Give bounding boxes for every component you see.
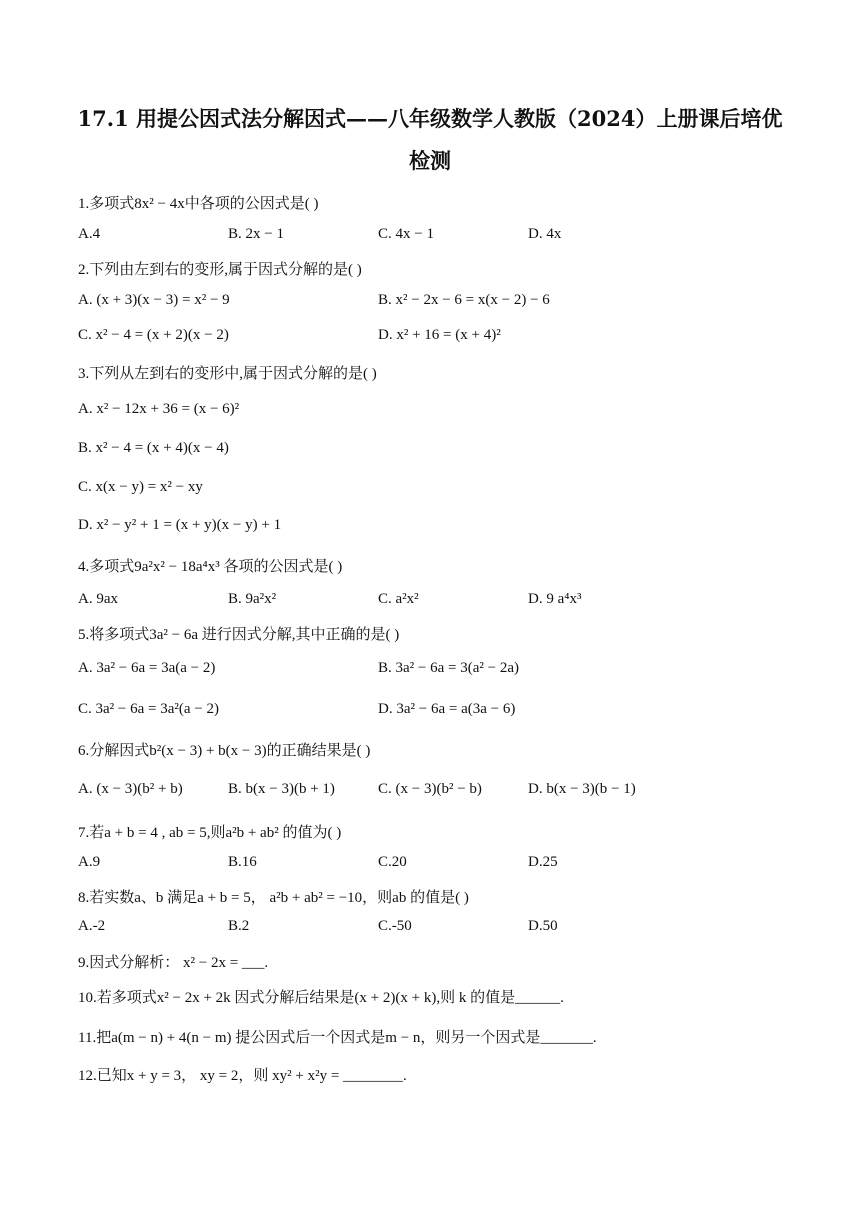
q2-option-d: D. x² + 16 = (x + 4)²	[378, 327, 501, 343]
q8-option-a: A.-2	[78, 918, 106, 934]
q5-option-c: C. 3a² − 6a = 3a²(a − 2)	[78, 701, 219, 717]
q6-option-b: B. b(x − 3)(b + 1)	[228, 781, 335, 797]
q8-option-b: B.2	[228, 918, 250, 934]
q7-option-a: A.9	[78, 854, 101, 870]
worksheet-title-continued: 检测	[409, 148, 451, 173]
q4-option-b: B. 9a²x²	[228, 591, 277, 607]
q4-option-c: C. a²x²	[378, 591, 419, 607]
q5-option-a: A. 3a² − 6a = 3a(a − 2)	[78, 660, 216, 676]
q2-option-b: B. x² − 2x − 6 = x(x − 2) − 6	[378, 292, 550, 308]
q7-option-c: C.20	[378, 854, 407, 870]
q6-option-c: C. (x − 3)(b² − b)	[378, 781, 482, 797]
question-5: 5.将多项式3a² − 6a 进行因式分解,其中正确的是( )	[78, 627, 400, 643]
question-9: 9.因式分解析： x² − 2x = ___.	[78, 955, 269, 971]
q6-option-a: A. (x − 3)(b² + b)	[78, 781, 183, 797]
question-8: 8.若实数a、b 满足a + b = 5， a²b + ab² = −10，则ab 的值是( )	[78, 890, 469, 906]
q4-option-a: A. 9ax	[78, 591, 118, 607]
q8-option-c: C.-50	[378, 918, 412, 934]
question-11: 11.把a(m − n) + 4(n − m) 提公因式后一个因式是m − n，则另一个因式是_______.	[78, 1030, 597, 1046]
q5-option-d: D. 3a² − 6a = a(3a − 6)	[378, 701, 516, 717]
question-3: 3.下列从左到右的变形中,属于因式分解的是( )	[78, 366, 377, 382]
question-7: 7.若a + b = 4 , ab = 5,则a²b + ab² 的值为( )	[78, 825, 342, 841]
q1-option-d: D. 4x	[528, 226, 562, 242]
question-1: 1.多项式8x² − 4x中各项的公因式是( )	[78, 196, 319, 212]
q6-option-d: D. b(x − 3)(b − 1)	[528, 781, 636, 797]
q5-option-b: B. 3a² − 6a = 3(a² − 2a)	[378, 660, 519, 676]
q1-option-a: A.4	[78, 226, 101, 242]
question-2: 2.下列由左到右的变形,属于因式分解的是( )	[78, 262, 362, 278]
q7-option-d: D.25	[528, 854, 558, 870]
q1-option-b: B. 2x − 1	[228, 226, 284, 242]
q3-option-c: C. x(x − y) = x² − xy	[78, 479, 203, 495]
question-10: 10.若多项式x² − 2x + 2k 因式分解后结果是(x + 2)(x + k),则 k 的值是______.	[78, 990, 564, 1006]
question-4: 4.多项式9a²x² − 18a⁴x³ 各项的公因式是( )	[78, 559, 343, 575]
q2-option-c: C. x² − 4 = (x + 2)(x − 2)	[78, 327, 229, 343]
q3-option-d: D. x² − y² + 1 = (x + y)(x − y) + 1	[78, 517, 282, 533]
q7-option-b: B.16	[228, 854, 257, 870]
q3-option-a: A. x² − 12x + 36 = (x − 6)²	[78, 401, 240, 417]
q8-option-d: D.50	[528, 918, 558, 934]
worksheet-title: 17.1 用提公因式法分解因式——八年级数学人教版（2024）上册课后培优	[77, 106, 783, 131]
q4-option-d: D. 9 a⁴x³	[528, 591, 582, 607]
q1-option-c: C. 4x − 1	[378, 226, 434, 242]
question-6: 6.分解因式b²(x − 3) + b(x − 3)的正确结果是( )	[78, 743, 371, 759]
question-12: 12.已知x + y = 3， xy = 2，则 xy² + x²y = ________.	[78, 1068, 407, 1084]
q2-option-a: A. (x + 3)(x − 3) = x² − 9	[78, 292, 230, 308]
q3-option-b: B. x² − 4 = (x + 4)(x − 4)	[78, 440, 229, 456]
